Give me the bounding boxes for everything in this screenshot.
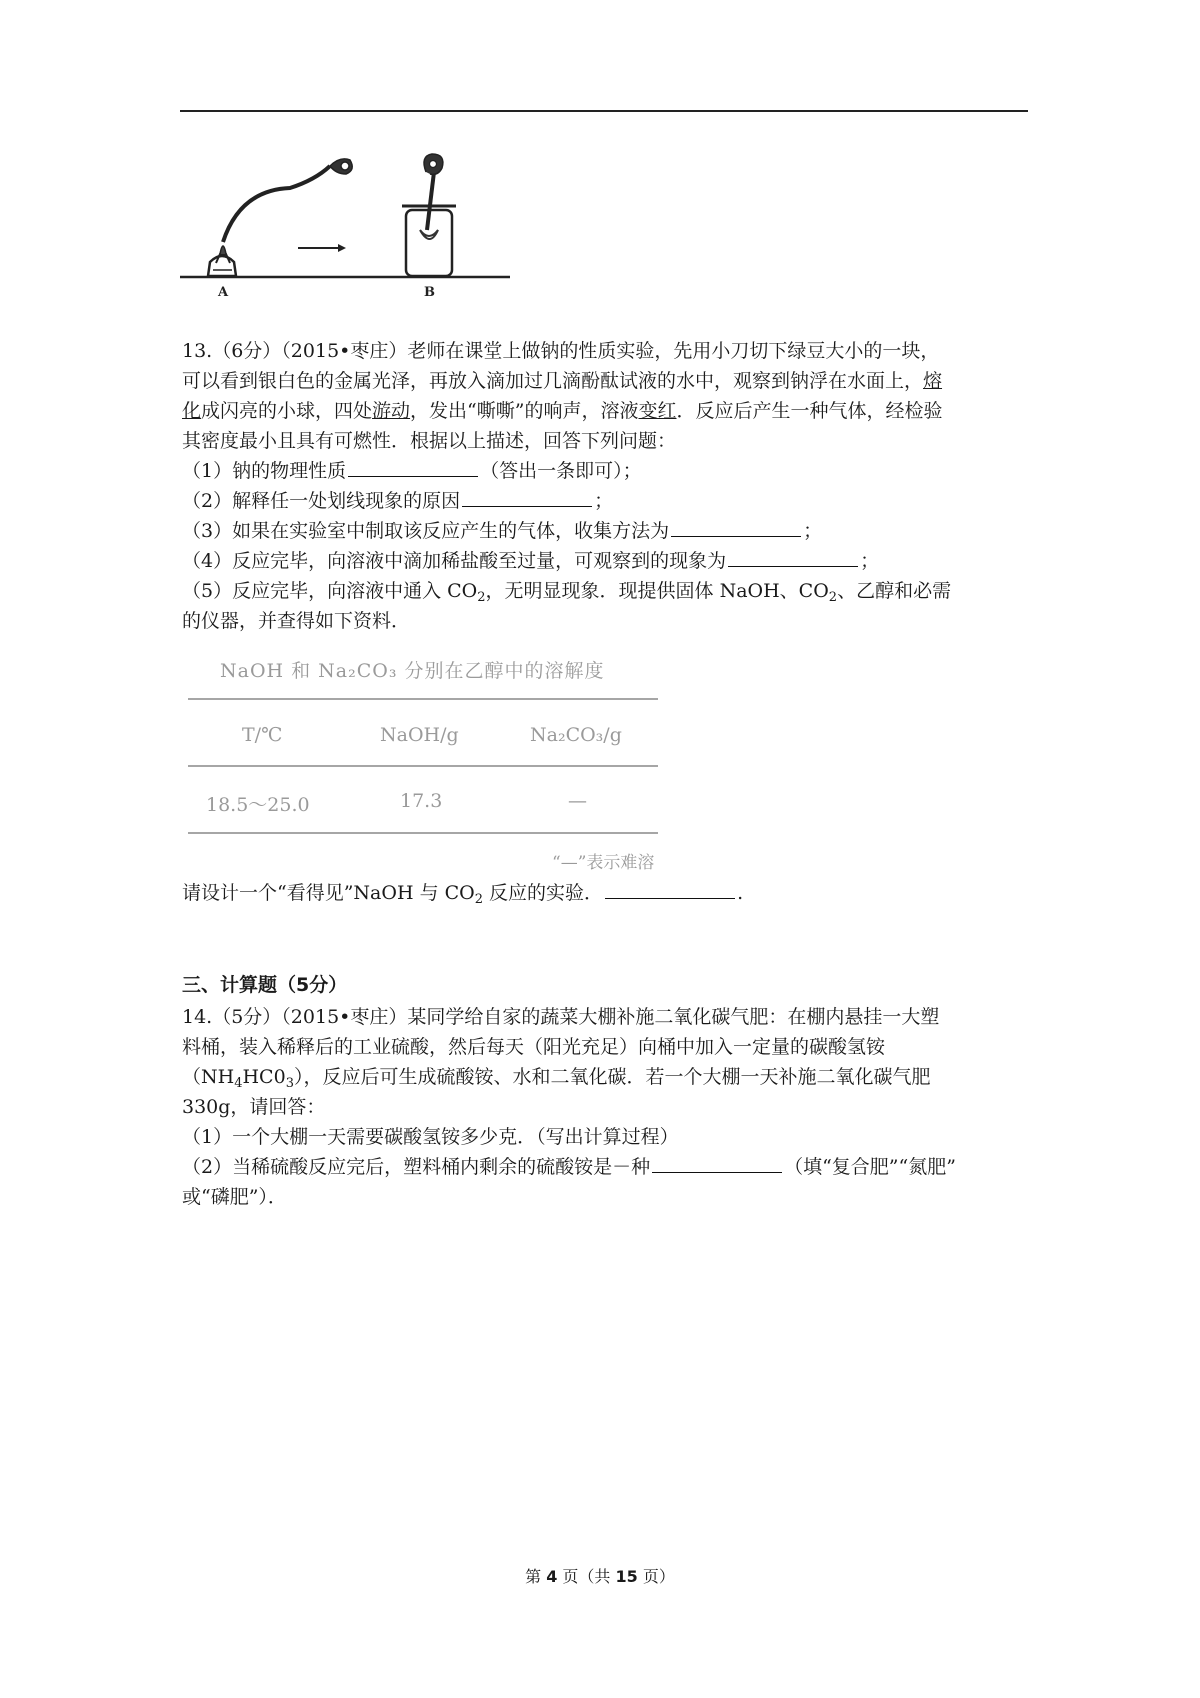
q14-line2: 料桶，装入稀释后的工业硫酸，然后每天（阳光充足）向桶中加入一定量的碳酸氢铵 [182,1036,886,1058]
table-rule [188,832,658,834]
table-header: NaOH/g [380,724,459,746]
answer-blank[interactable] [462,486,592,507]
page-footer: 第 4 页（共 15 页） [525,1567,675,1586]
table-header: Na₂CO₃/g [530,724,622,746]
table-cell: 17.3 [400,790,443,812]
table-cell: 18.5～25.0 [206,794,310,816]
figure-label-b: B [424,285,435,300]
q13-design: 请设计一个“看得见”NaOH 与 $CO_2$ 反应的实验． . [182,878,1032,908]
solubility-table [182,650,662,873]
q13-part5-cont: 的仪器，并查得如下资料． [182,610,411,632]
gas-jar-icon [402,154,456,276]
experiment-figure [180,150,510,300]
answer-blank[interactable] [605,878,735,899]
q13-part5: （5）反应完毕，向溶液中通入 $CO_2$，无明显现象．现提供固体 NaOH、$CO_2$、乙醇和必需 [182,580,952,605]
answer-blank[interactable] [671,516,801,537]
crucible-tongs-icon [223,159,352,242]
answer-blank[interactable] [652,1152,782,1173]
q14-line3: $(NH_4HC0_3)$，反应后可生成硫酸铵、水和二氧化碳．若一个大棚一天补施二氧化碳气肥 [182,1066,931,1091]
table-title: NaOH 和 Na₂CO₃ 分别在乙醇中的溶解度 [220,660,605,682]
q14-line1: 14.（5分）（2015•枣庄）某同学给自家的蔬菜大棚补施二氧化碳气肥：在棚内悬挂一大塑 [182,1006,940,1028]
q14-line4: 330g，请回答： [182,1096,326,1118]
table-note: “—”表示难溶 [552,853,655,873]
section-title: 三、计算题（5分） [182,974,348,996]
arrow-icon [298,244,346,252]
q14-part2: （2）当稀硫酸反应完后，塑料桶内剩余的硫酸铵是－种 （填“复合肥”“氮肥” [182,1152,1032,1182]
q13-stem-line3: 化成闪亮的小球，四处游动，发出“嘶嘶”的响声，溶液变红．反应后产生一种气体，经检验 [182,400,943,422]
table-cell: — [568,790,587,812]
table-header: T/℃ [242,724,283,746]
table-rule [188,698,658,700]
figure-label-a: A [218,285,229,300]
answer-blank[interactable] [348,456,478,477]
q13-part4: （4）反应完毕，向溶液中滴加稀盐酸至过量，可观察到的现象为 ； [182,546,1032,576]
q13-part2: （2）解释任一处划线现象的原因 ； [182,486,1032,516]
q13-part1: （1）钠的物理性质 （答出一条即可）； [182,456,1032,486]
answer-blank[interactable] [728,546,858,567]
q14-part1: （1）一个大棚一天需要碳酸氢铵多少克．（写出计算过程） [182,1126,679,1148]
header-rule [180,110,1028,112]
alcohol-lamp-icon [208,246,236,276]
table-rule [188,765,658,767]
q13-part3: （3）如果在实验室中制取该反应产生的气体，收集方法为 ； [182,516,1032,546]
q13-stem-line4: 其密度最小且具有可燃性．根据以上描述，回答下列问题： [182,430,677,452]
q13-stem-line1: 13.（6分）（2015•枣庄）老师在课堂上做钠的性质实验，先用小刀切下绿豆大小的一块， [182,340,940,362]
q13-stem-line2: 可以看到银白色的金属光泽，再放入滴加过几滴酚酞试液的水中，观察到钠浮在水面上，熔 [182,370,943,392]
q14-part2-cont: 或“磷肥”）． [182,1186,287,1208]
